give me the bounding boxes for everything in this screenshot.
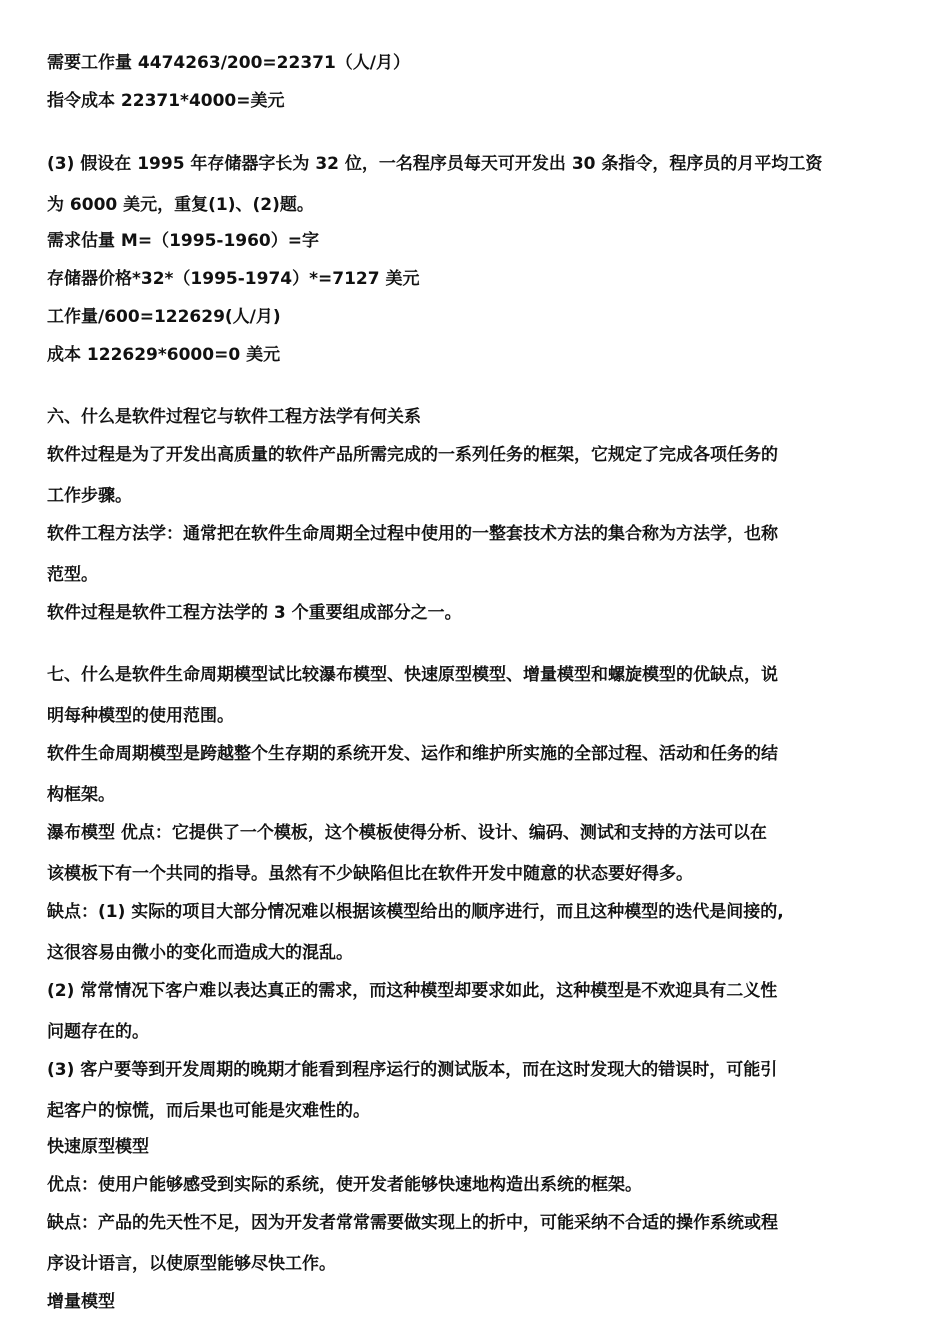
text-line: 缺点：产品的先天性不足，因为开发者常常需要做实现上的折中，可能采纳不合适的操作系统或程 (47, 1213, 778, 1233)
text-line: 指令成本 22371*4000=美元 (47, 91, 285, 111)
text-line: 该模板下有一个共同的指导。虽然有不少缺陷但比在软件开发中随意的状态要好得多。 (47, 864, 693, 884)
text-line: (3) 客户要等到开发周期的晚期才能看到程序运行的测试版本，而在这时发现大的错误时，可能引 (47, 1060, 778, 1080)
text-line: 工作步骤。 (47, 486, 132, 506)
text-line: 优点：使用户能够感受到实际的系统，使开发者能够快速地构造出系统的框架。 (47, 1175, 642, 1195)
text-line: 这很容易由微小的变化而造成大的混乱。 (47, 943, 353, 963)
text-line: 瀑布模型 优点：它提供了一个模板，这个模板使得分析、设计、编码、测试和支持的方法可以在 (47, 823, 767, 843)
section-heading: 六、什么是软件过程它与软件工程方法学有何关系 (47, 407, 421, 427)
text-line: 缺点：(1) 实际的项目大部分情况难以根据该模型给出的顺序进行，而且这种模型的迭代是间接的, (47, 902, 784, 922)
text-line: 软件生命周期模型是跨越整个生存期的系统开发、运作和维护所实施的全部过程、活动和任务的结 (47, 744, 778, 764)
section-heading: 七、什么是软件生命周期模型试比较瀑布模型、快速原型模型、增量模型和螺旋模型的优缺点，说 (47, 665, 778, 685)
text-line: 需要工作量 4474263/200=22371（人/月） (47, 53, 411, 73)
text-line: 需求估量 M=（1995-1960）=字 (47, 231, 320, 251)
subsection-heading: 快速原型模型 (47, 1137, 149, 1157)
text-line: 构框架。 (47, 785, 115, 805)
text-line: 工作量/600=122629(人/月) (47, 307, 281, 327)
text-line: (2) 常常情况下客户难以表达真正的需求，而这种模型却要求如此，这种模型是不欢迎具有二义性 (47, 981, 778, 1001)
text-line: 起客户的惊慌，而后果也可能是灾难性的。 (47, 1101, 370, 1121)
text-line: 为 6000 美元，重复(1)、(2)题。 (47, 195, 314, 215)
text-line: 明每种模型的使用范围。 (47, 706, 234, 726)
text-line: 范型。 (47, 565, 98, 585)
text-line: 软件过程是为了开发出高质量的软件产品所需完成的一系列任务的框架，它规定了完成各项任务的 (47, 445, 778, 465)
text-line: 成本 122629*6000=0 美元 (47, 345, 281, 365)
text-line: 序设计语言，以使原型能够尽快工作。 (47, 1254, 336, 1274)
text-line: 问题存在的。 (47, 1022, 149, 1042)
text-line: (3) 假设在 1995 年存储器字长为 32 位，一名程序员每天可开发出 30 条指令，程序员的月平均工资 (47, 154, 823, 174)
subsection-heading: 增量模型 (47, 1292, 115, 1312)
text-line: 软件工程方法学：通常把在软件生命周期全过程中使用的一整套技术方法的集合称为方法学，也称 (47, 524, 778, 544)
text-line: 软件过程是软件工程方法学的 3 个重要组成部分之一。 (47, 603, 462, 623)
text-line: 存储器价格*32*（1995-1974）*=7127 美元 (47, 269, 420, 289)
